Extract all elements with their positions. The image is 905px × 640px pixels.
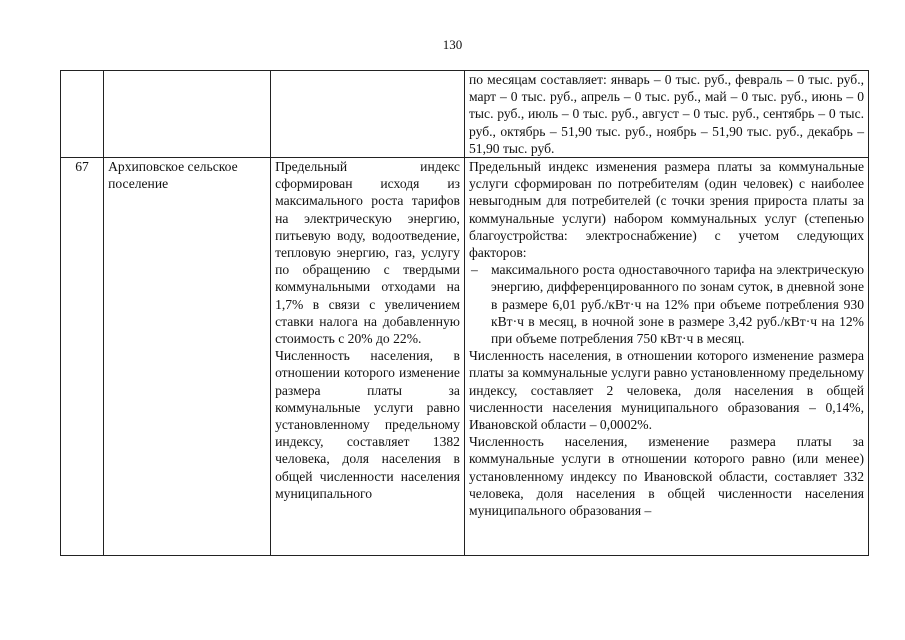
cell-details — [464, 158, 868, 556]
details-paragraph-2: Численность населения, в отношении которого изменение размера платы за коммунальные услуги равно установленному предельному индексу, составляет 2 человека, доля населения в общей численности населения муниципального образования – 0,14%, Ивановской области – 0,0002%. — [468, 348, 864, 433]
details-intro: Предельный индекс изменения размера платы за коммунальные услуги сформирован по потребителям (один человек) с наиболее невыгодным для потребителей (с точки зрения прироста платы за коммунальные услуги) набором коммунальных услуг (степенью благоустройства: электроснабжение) с учетом следующих факторов: — [468, 159, 864, 261]
index-note-paragraph-2: Численность населения, в отношении которого изменение размера платы за коммунальные услуги равно установленному предельному индексу, составляет 1382 человека, доля населения в общей численности населения муниципального — [275, 348, 460, 501]
cell-settlement — [104, 71, 271, 158]
factor-list — [469, 261, 864, 347]
cell-number — [61, 71, 104, 158]
tariff-index-table — [60, 70, 869, 556]
details-text: по месяцам составляет: январь – 0 тыс. руб., февраль – 0 тыс. руб., март – 0 тыс. руб., апрель – 0 тыс. руб., май – 0 тыс. руб., июнь – 0 тыс. руб., июль – 0 тыс. руб., август – 0 тыс. руб., сентябрь – 0 тыс. руб., октябрь – 51,90 тыс. руб., ноябрь – 51,90 тыс. руб., декабрь – 51,90 тыс. руб. — [468, 72, 864, 156]
cell-settlement: Архиповское сельское поселение — [104, 158, 271, 556]
table-row-continuation — [61, 71, 869, 158]
index-note-paragraph-1: Предельный индекс сформирован исходя из максимального роста тарифов на электрическую энергию, питьевую воду, водоотведение, тепловую энергию, газ, услугу по обращению с твердыми коммунальными отходами на 1,7% в связи с увеличением ставки налога на добавленную стоимость с 20% до 22%. — [275, 159, 460, 347]
page-number: 130 — [442, 37, 463, 52]
cell-index-note — [271, 158, 465, 556]
cell-details — [464, 71, 868, 158]
details-paragraph-3: Численность населения, изменение размера платы за коммунальные услуги в отношении которого равно (или менее) установленному индексу по Ивановской области, составляет 332 человека, доля населения в общей численности населения муниципального образования – — [468, 434, 864, 519]
cell-number: 67 — [61, 158, 104, 556]
factor-item: – максимального роста одноставочного тарифа на электрическую энергию, дифференцированного по зонам суток, в дневной зоне в размере 6,01 руб./кВт·ч на 12% при объеме потребления 930 кВт·ч в месяц, в ночной зоне в размере 3,42 руб./кВт·ч на 12% при объеме потребления 750 кВт·ч в месяц. — [491, 261, 864, 347]
cell-index-note — [271, 71, 465, 158]
table-row-67 — [61, 158, 869, 556]
